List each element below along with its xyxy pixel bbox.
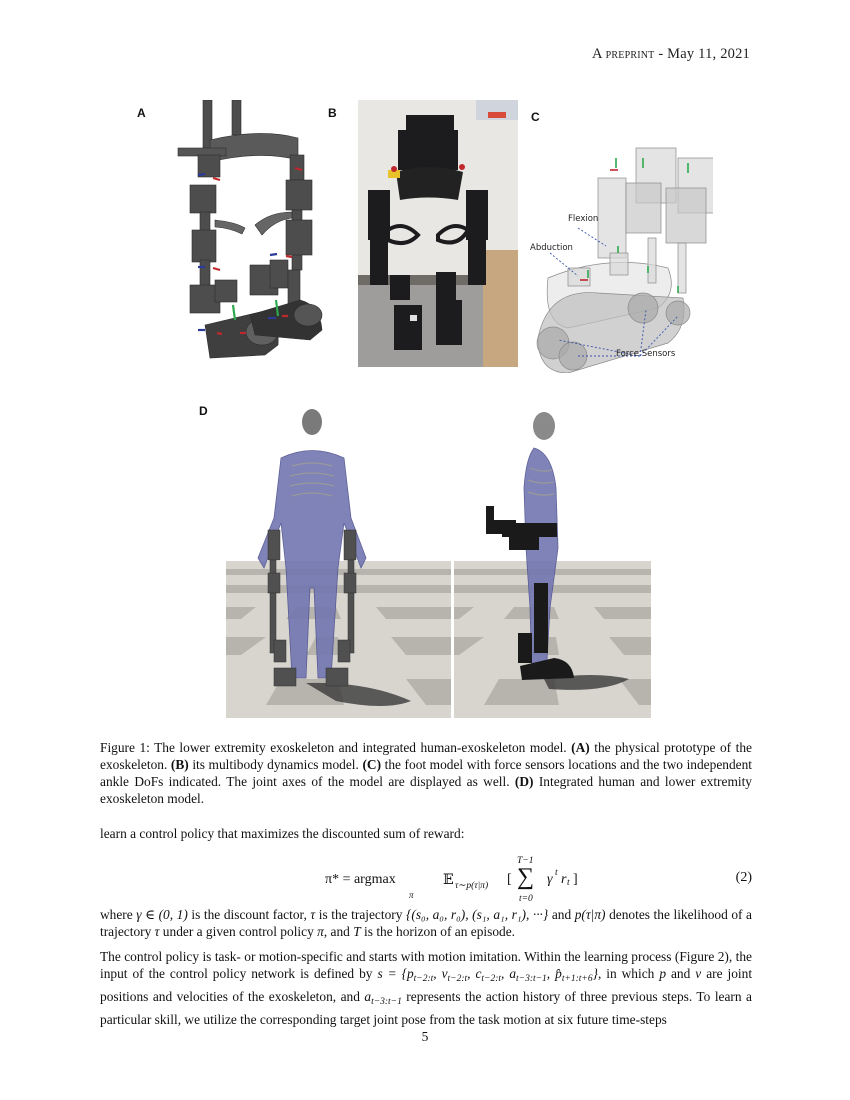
page-number: 5 [421, 1029, 429, 1044]
math-state: , v [433, 966, 448, 981]
equation-gamma-sup: t [555, 868, 558, 878]
human-exoskeleton-side-view [454, 408, 651, 708]
equation-sum-upper: T−1 [517, 856, 534, 866]
text: and [666, 966, 696, 981]
caption-tag-b: (B) [170, 757, 189, 772]
math-likelihood: p(τ|π) [574, 907, 606, 922]
caption-tag-d: (D) [514, 774, 534, 789]
equation-number: (2) [735, 870, 752, 885]
math-state: } [592, 966, 598, 981]
human-exoskeleton-front-view [226, 408, 451, 708]
equation-r: r [561, 872, 567, 887]
caption-text-d: Integrated human and lower extremity exoskeleton model. [100, 774, 752, 806]
text: is the trajectory [315, 907, 407, 922]
header-prefix: A [591, 46, 602, 62]
panel-label-d: D [199, 404, 208, 418]
body-paragraph-1 [100, 906, 752, 940]
caption-lead: Figure 1: The lower extremity exoskeleton and integrated human-exoskeleton model. [100, 740, 572, 755]
equation-gamma: γ [547, 872, 553, 887]
math-sub: t+1:t+6 [561, 974, 593, 984]
caption-text-b: its multibody dynamics model. [188, 757, 363, 772]
math-v: v [695, 966, 702, 981]
caption-text-a: the physical prototype of the exoskeleton. [100, 740, 752, 772]
header-preprint: preprint [605, 46, 655, 62]
text: where [100, 907, 137, 922]
running-header [592, 46, 750, 63]
annotation-flexion: Flexion [568, 214, 599, 224]
equation-expectation-sub: τ∼p(τ|π) [455, 881, 489, 891]
equation-lhs: π* = argmax [325, 872, 396, 887]
exoskeleton-cad-illustration [170, 100, 330, 375]
math-tau: τ [154, 924, 160, 939]
text: is the discount factor, [187, 907, 311, 922]
panel-label-c: C [531, 110, 540, 124]
figure-panel-d-integrated-model [226, 408, 651, 720]
equation-r-sub: t [567, 878, 570, 888]
text: , in which [597, 966, 660, 981]
math-state: s = {p [377, 966, 414, 981]
sum-icon: ∑ [517, 864, 535, 890]
math-sub: t−2:t [413, 974, 434, 984]
figure-panel-a-exoskeleton-cad [170, 100, 330, 375]
text: under a given control policy [159, 924, 318, 939]
math-pi: π [317, 924, 324, 939]
math-sub: t−3:t−1 [371, 997, 402, 1007]
figure-panel-c-foot-model [528, 128, 713, 373]
math-state: , a [501, 966, 517, 981]
text: and [548, 907, 575, 922]
panel-label-a: A [137, 106, 146, 120]
text: denotes the likelihood of a trajectory [100, 907, 753, 939]
text: , and [323, 924, 354, 939]
caption-tag-c: (C) [362, 757, 382, 772]
body-intro: learn a control policy that maximizes the discounted sum of reward: [100, 826, 465, 841]
prototype-photo [358, 100, 518, 367]
figure-caption [100, 739, 752, 807]
equation-bracket-open: [ [507, 872, 512, 887]
annotation-force-sensors: Force Sensors [616, 349, 676, 359]
panel-label-b: B [328, 106, 337, 120]
text: The control policy is task- or motion-specific and starts with motion imitation. Within the learning process (Figure 2), the input of the control policy network is defined by [100, 949, 752, 981]
math-p: p [659, 966, 667, 981]
math-sub: t−2:t [481, 974, 502, 984]
math-tau: τ [310, 907, 316, 922]
math-a: a [364, 989, 372, 1004]
math-state: , p̂ [546, 966, 562, 981]
equation-expectation: 𝔼 [443, 873, 454, 888]
equation-argmax-sub: π [409, 890, 414, 900]
math-sub: t−2:t [447, 974, 468, 984]
text: are joint positions and velocities of the exoskeleton, and [100, 966, 753, 1004]
math-state: , c [467, 966, 482, 981]
caption-tag-a: (A) [571, 740, 590, 755]
figure-panel-b-prototype-photo [358, 100, 518, 367]
header-date: - May 11, 2021 [654, 46, 750, 62]
equation-bracket-close: ] [573, 872, 578, 887]
text: represents the action history of three previous steps. To learn a particular skill, we utilize the corresponding target joint pose from the task motion at six future time-steps [100, 989, 752, 1027]
body-paragraph-2 [100, 948, 752, 1028]
text: is the horizon of an episode. [360, 924, 516, 939]
math-gamma-range: γ ∈ (0, 1) [136, 907, 188, 922]
annotation-abduction: Abduction [530, 243, 573, 253]
math-trajectory: {(s₀, a₀, r₀), (s₁, a₁, r₁), ···} [406, 907, 549, 922]
caption-text-c: the foot model with force sensors locations and the two independent ankle DoFs indicated. The joint axes of the model are displayed as well. [100, 757, 753, 789]
equation-2 [100, 852, 752, 904]
equation-sum-lower: t=0 [519, 894, 533, 904]
math-sub: t−3:t−1 [516, 974, 547, 984]
math-horizon: T [353, 924, 361, 939]
